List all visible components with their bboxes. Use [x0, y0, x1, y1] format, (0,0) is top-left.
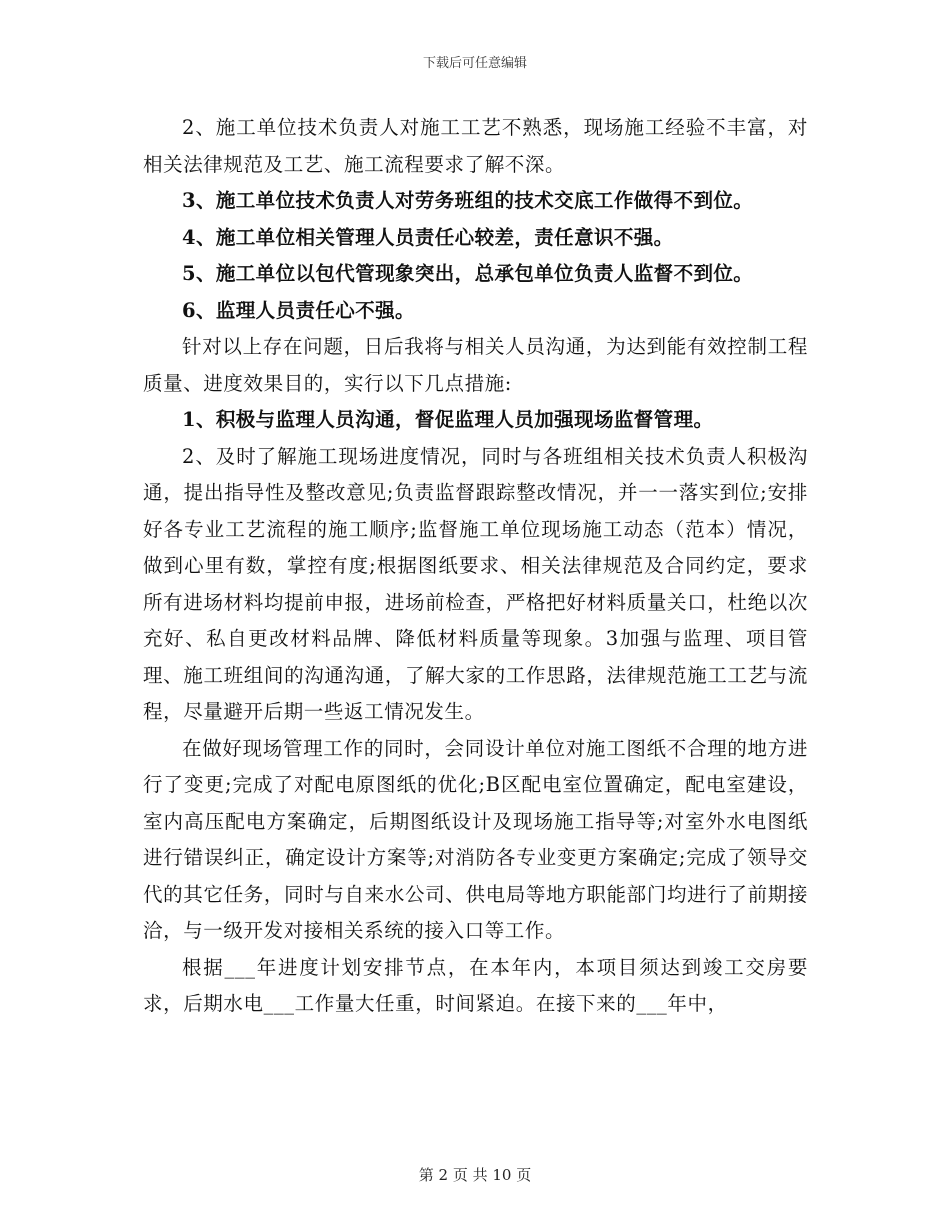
- document-body: [143, 110, 808, 1023]
- paragraph-item-4: 4、施工单位相关管理人员责任心较差，责任意识不强。: [182, 225, 674, 249]
- paragraph-item-2: 2、施工单位技术负责人对施工工艺不熟悉，现场施工经验不丰富，对相关法律规范及工艺、施工流程要求了解不深。: [143, 116, 808, 176]
- paragraph-schedule: 根据___年进度计划安排节点，在本年内，本项目须达到竣工交房要求，后期水电___工作量大任重，时间紧迫。在接下来的___年中，: [143, 955, 808, 1015]
- paragraph-item-6: 6、监理人员责任心不强。: [182, 298, 415, 322]
- paragraph-measure-2: 2、及时了解施工现场进度情况，同时与各班组相关技术负责人积极沟通，提出指导性及整改意见;负责监督跟踪整改情况，并一一落实到位;安排好各专业工艺流程的施工顺序;监督施工单位现场施工动态（范本）情况，做到心里有数，掌控有度;根据图纸要求、相关法律规范及合同约定，要求所有进场材料均提前申报，进场前检查，严格把好材料质量关口，杜绝以次充好、私自更改材料品牌、降低材料质量等现象。3加强与监理、项目管理、施工班组间的沟通沟通，了解大家的工作思路，法律规范施工工艺与流程，尽量避开后期一些返工情况发生。: [143, 444, 808, 723]
- paragraph-measures-intro: 针对以上存在问题，日后我将与相关人员沟通，为达到能有效控制工程质量、进度效果目的，实行以下几点措施:: [143, 335, 808, 395]
- paragraph-item-5: 5、施工单位以包代管现象突出，总承包单位负责人监督不到位。: [182, 262, 754, 285]
- paragraph-design-changes: 在做好现场管理工作的同时，会同设计单位对施工图纸不合理的地方进行了变更;完成了对配电原图纸的优化;B区配电室位置确定，配电室建设，室内高压配电方案确定，后期图纸设计及现场施工指导等;对室外水电图纸进行错误纠正，确定设计方案等;对消防各专业变更方案确定;完成了领导交代的其它任务，同时与自来水公司、供电局等地方职能部门均进行了前期接洽，与一级开发对接相关系统的接入口等工作。: [143, 736, 808, 942]
- paragraph-item-3: 3、施工单位技术负责人对劳务班组的技术交底工作做得不到位。: [182, 189, 754, 212]
- paragraph-measure-1: 1、积极与监理人员沟通，督促监理人员加强现场监督管理。: [182, 408, 714, 431]
- page-footer: 第 2 页 共 10 页: [418, 1166, 532, 1184]
- page-header: 下载后可任意编辑: [422, 56, 527, 71]
